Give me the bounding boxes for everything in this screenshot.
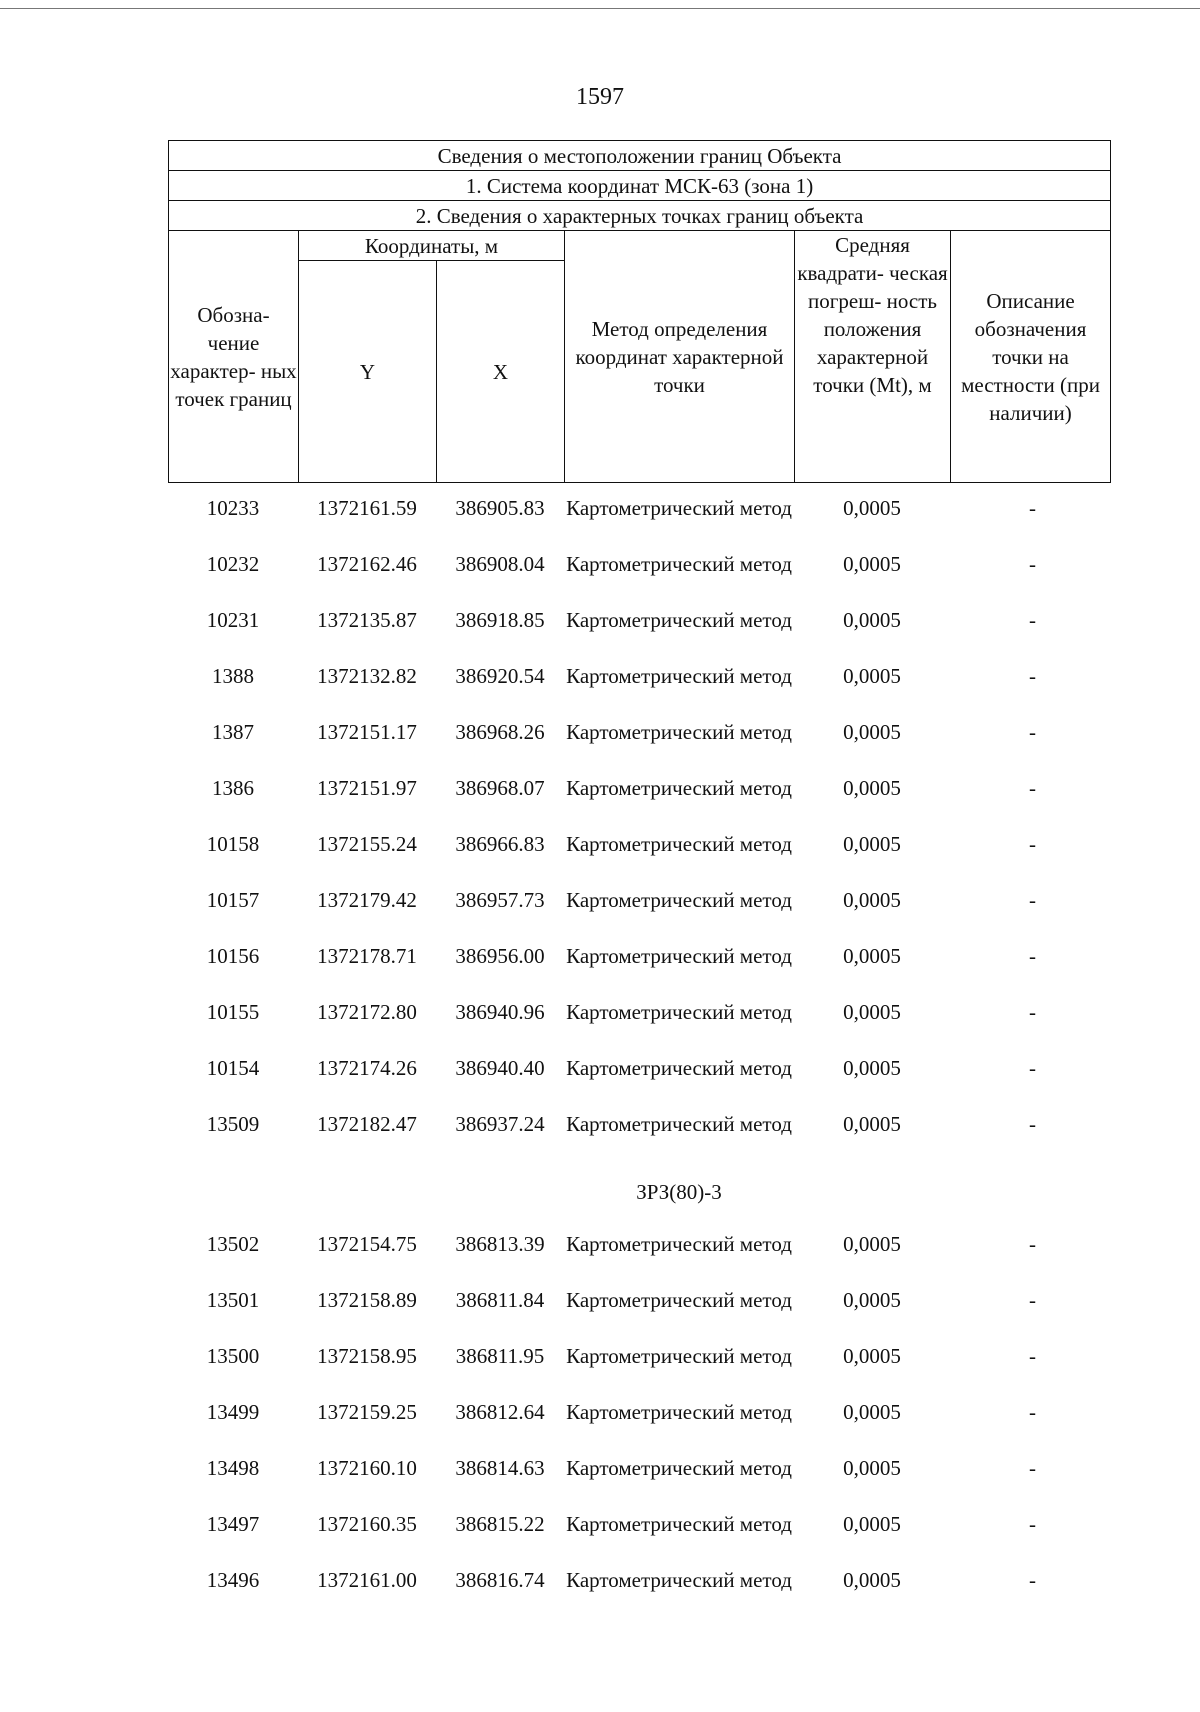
point-id: 1386: [212, 776, 254, 800]
method: Картометрический метод: [566, 1288, 792, 1312]
method: Картометрический метод: [566, 1000, 792, 1024]
point-id: 10158: [206, 832, 260, 856]
coord-y: 1372162.46: [317, 552, 417, 576]
coord-x: 386815.22: [455, 1512, 545, 1536]
mean-error: 0,0005: [843, 944, 901, 968]
method: Картометрический метод: [566, 496, 792, 520]
coord-y: 1372154.75: [317, 1232, 417, 1256]
coord-y: 1372151.17: [317, 720, 417, 744]
mean-error: 0,0005: [843, 776, 901, 800]
mean-error: 0,0005: [843, 1568, 901, 1592]
coord-y: 1372160.35: [317, 1512, 417, 1536]
point-id: 10154: [206, 1056, 260, 1080]
table-row: [168, 1398, 1110, 1454]
point-description: -: [1029, 776, 1036, 800]
table-row: [168, 494, 1110, 550]
point-description: -: [1029, 664, 1036, 688]
col-x-header: X: [437, 261, 565, 483]
subsection-title: ЗРЗ(80)-3: [636, 1180, 722, 1204]
table-row: [168, 1566, 1110, 1622]
coord-y: 1372159.25: [317, 1400, 417, 1424]
coord-x: 386957.73: [455, 888, 545, 912]
mean-error: 0,0005: [843, 496, 901, 520]
coord-x: 386812.64: [455, 1400, 545, 1424]
coord-y: 1372158.95: [317, 1344, 417, 1368]
point-id: 13509: [206, 1112, 260, 1136]
method: Картометрический метод: [566, 1232, 792, 1256]
col-method-header: Метод определения координат характерной точки: [565, 231, 795, 483]
method: Картометрический метод: [566, 1568, 792, 1592]
col-error-header: Средняя квадрати- ческая погреш- ность положения характерной точки (Mt), м: [795, 231, 951, 483]
coord-x: 386816.74: [455, 1568, 545, 1592]
coord-x: 386814.63: [455, 1456, 545, 1480]
method: Картометрический метод: [566, 944, 792, 968]
section-title: 2. Сведения о характерных точках границ объекта: [169, 201, 1111, 231]
table-row: [168, 998, 1110, 1054]
point-description: -: [1029, 1400, 1036, 1424]
coord-y: 1372161.00: [317, 1568, 417, 1592]
method: Картометрический метод: [566, 720, 792, 744]
method: Картометрический метод: [566, 1112, 792, 1136]
method: Картометрический метод: [566, 1344, 792, 1368]
col-y-header: Y: [299, 261, 437, 483]
mean-error: 0,0005: [843, 1056, 901, 1080]
point-id: 13501: [206, 1288, 260, 1312]
point-id: 13502: [206, 1232, 260, 1256]
coord-x: 386968.26: [455, 720, 545, 744]
table-title: Сведения о местоположении границ Объекта: [169, 141, 1111, 171]
point-description: -: [1029, 552, 1036, 576]
coord-x: 386940.40: [455, 1056, 545, 1080]
point-description: -: [1029, 1512, 1036, 1536]
table-row: [168, 1342, 1110, 1398]
mean-error: 0,0005: [843, 1112, 901, 1136]
coord-y: 1372182.47: [317, 1112, 417, 1136]
mean-error: 0,0005: [843, 1344, 901, 1368]
coord-y: 1372155.24: [317, 832, 417, 856]
coord-x: 386937.24: [455, 1112, 545, 1136]
point-id: 10233: [206, 496, 260, 520]
point-description: -: [1029, 1568, 1036, 1592]
point-id: 13497: [206, 1512, 260, 1536]
coord-y: 1372151.97: [317, 776, 417, 800]
point-id: 10157: [206, 888, 260, 912]
point-id: 10155: [206, 1000, 260, 1024]
point-description: -: [1029, 720, 1036, 744]
mean-error: 0,0005: [843, 888, 901, 912]
table-row: [168, 942, 1110, 998]
method: Картометрический метод: [566, 888, 792, 912]
coord-y: 1372179.42: [317, 888, 417, 912]
page-number: 1597: [576, 84, 624, 110]
point-id: 13500: [206, 1344, 260, 1368]
table-row: [168, 1230, 1110, 1286]
coord-y: 1372132.82: [317, 664, 417, 688]
point-description: -: [1029, 888, 1036, 912]
method: Картометрический метод: [566, 776, 792, 800]
point-id: 1387: [212, 720, 254, 744]
method: Картометрический метод: [566, 664, 792, 688]
mean-error: 0,0005: [843, 1232, 901, 1256]
coord-x: 386968.07: [455, 776, 545, 800]
table-row: [168, 606, 1110, 662]
mean-error: 0,0005: [843, 552, 901, 576]
point-id: 13498: [206, 1456, 260, 1480]
boundary-table-header: [168, 140, 1111, 483]
point-id: 1388: [212, 664, 254, 688]
mean-error: 0,0005: [843, 832, 901, 856]
point-description: -: [1029, 1288, 1036, 1312]
point-description: -: [1029, 1456, 1036, 1480]
method: Картометрический метод: [566, 1456, 792, 1480]
coord-x: 386920.54: [455, 664, 545, 688]
coord-x: 386908.04: [455, 552, 545, 576]
mean-error: 0,0005: [843, 608, 901, 632]
mean-error: 0,0005: [843, 1456, 901, 1480]
point-description: -: [1029, 832, 1036, 856]
point-description: -: [1029, 608, 1036, 632]
method: Картометрический метод: [566, 608, 792, 632]
coord-y: 1372174.26: [317, 1056, 417, 1080]
mean-error: 0,0005: [843, 1288, 901, 1312]
method: Картометрический метод: [566, 1400, 792, 1424]
mean-error: 0,0005: [843, 720, 901, 744]
coord-x: 386940.96: [455, 1000, 545, 1024]
mean-error: 0,0005: [843, 1400, 901, 1424]
point-description: -: [1029, 1000, 1036, 1024]
table-row: [168, 1510, 1110, 1566]
point-description: -: [1029, 1232, 1036, 1256]
coord-y: 1372172.80: [317, 1000, 417, 1024]
mean-error: 0,0005: [843, 1512, 901, 1536]
point-id: 10231: [206, 608, 260, 632]
col-designation-header: Обозна- чение характер- ных точек границ: [169, 231, 299, 483]
col-description-header: Описание обозначения точки на местности (при наличии): [951, 231, 1111, 483]
mean-error: 0,0005: [843, 664, 901, 688]
coord-y: 1372178.71: [317, 944, 417, 968]
subsection-row: [168, 1166, 1110, 1230]
point-description: -: [1029, 1056, 1036, 1080]
table-row: [168, 550, 1110, 606]
coord-y: 1372160.10: [317, 1456, 417, 1480]
method: Картометрический метод: [566, 832, 792, 856]
table-row: [168, 1286, 1110, 1342]
coord-x: 386811.84: [455, 1288, 545, 1312]
coord-x: 386811.95: [455, 1344, 545, 1368]
point-id: 13496: [206, 1568, 260, 1592]
mean-error: 0,0005: [843, 1000, 901, 1024]
table-row: [168, 1054, 1110, 1110]
table-row: [168, 718, 1110, 774]
method: Картометрический метод: [566, 1512, 792, 1536]
coord-x: 386918.85: [455, 608, 545, 632]
table-row: [168, 886, 1110, 942]
point-id: 13499: [206, 1400, 260, 1424]
table-row: [168, 774, 1110, 830]
point-description: -: [1029, 1344, 1036, 1368]
point-description: -: [1029, 944, 1036, 968]
point-id: 10232: [206, 552, 260, 576]
table-row: [168, 1454, 1110, 1510]
page-top-rule: [0, 8, 1200, 9]
point-id: 10156: [206, 944, 260, 968]
table-row: [168, 1110, 1110, 1166]
col-coordinates-header: Координаты, м: [299, 231, 565, 261]
coordinate-system: 1. Система координат МСК-63 (зона 1): [169, 171, 1111, 201]
coord-x: 386966.83: [455, 832, 545, 856]
coord-y: 1372161.59: [317, 496, 417, 520]
point-description: -: [1029, 496, 1036, 520]
coord-x: 386813.39: [455, 1232, 545, 1256]
coord-x: 386956.00: [455, 944, 545, 968]
coord-x: 386905.83: [455, 496, 545, 520]
method: Картометрический метод: [566, 552, 792, 576]
coord-y: 1372158.89: [317, 1288, 417, 1312]
method: Картометрический метод: [566, 1056, 792, 1080]
table-row: [168, 662, 1110, 718]
table-row: [168, 830, 1110, 886]
boundary-points-table: [168, 494, 1110, 1622]
coord-y: 1372135.87: [317, 608, 417, 632]
point-description: -: [1029, 1112, 1036, 1136]
